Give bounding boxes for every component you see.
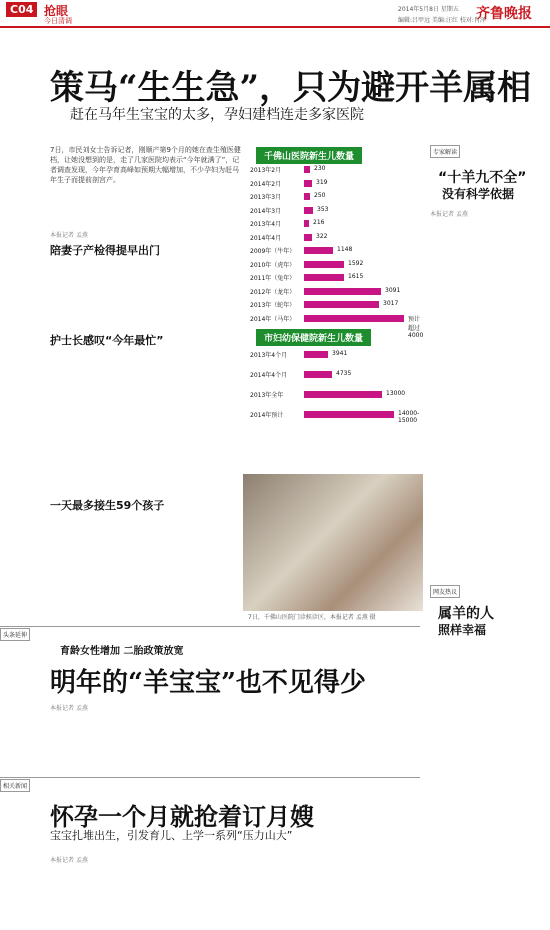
chart-bar (304, 315, 404, 322)
chart-bar (304, 288, 381, 295)
subheadline: 赶在马年生宝宝的太多，孕妇建档连走多家医院 (70, 107, 364, 123)
chart-bar (304, 193, 310, 200)
chart-value-label: 216 (313, 219, 325, 226)
chart-value-label: 322 (316, 232, 328, 240)
chart-category-label: 2012年（龙年） (250, 288, 296, 296)
lead-paragraph: 7日，市民刘女士告诉记者，刚顺产第9个月的她在查生殖医健档，让她没想到的是，走了几家医院均表示“今年就满了”，记者调查发现，今年孕育高峰如预期大幅增加，不少孕妇为赶马年生子而提前剖宫产。 (50, 146, 241, 184)
chart-category-label: 2013年全年 (250, 392, 284, 399)
chart-category-label: 2011年（兔年） (250, 275, 296, 282)
chart-category-label: 2009年（牛年） (250, 248, 296, 255)
section-sub: 今日清调 (44, 17, 72, 25)
article3-reporter: 本报记者 孟燕 (50, 857, 88, 864)
chart-value-label: 230 (314, 165, 326, 172)
chart-value-label: 353 (317, 205, 329, 213)
chart-value-label: 预计超过4000 (408, 315, 424, 339)
chart-category-label: 2013年2月 (250, 167, 282, 174)
right-subtitle: 没有科学依据 (442, 187, 515, 201)
article3-title: 怀孕一个月就抢着订月嫂 (50, 802, 314, 831)
right-subtitle-2: 照样幸福 (438, 623, 487, 637)
divider-2 (0, 777, 420, 778)
chart-bar (304, 391, 382, 398)
right-reporter: 本报记者 孟燕 (430, 211, 468, 218)
chart-bar (304, 261, 344, 268)
headline: 策马“生生急”，只为避开羊属相 (50, 68, 532, 108)
chart-category-label: 2013年3月 (250, 194, 282, 201)
chart-value-label: 14000-15000 (398, 410, 420, 424)
chart-value-label: 1148 (337, 246, 353, 253)
chart-area (248, 145, 424, 427)
chart-bar (304, 234, 312, 241)
chart-bar (304, 220, 309, 227)
chart-bar (304, 166, 310, 173)
divider-1 (0, 626, 420, 627)
photo-caption: 7日，千佛山医院门诊候诊区，本报记者 孟燕 摄 (248, 614, 376, 621)
chart-category-label: 2014年（马年） (250, 315, 296, 323)
chart-bar (304, 247, 333, 254)
article2-reporter: 本报记者 孟燕 (50, 705, 88, 712)
tag-net: 网友热议 (430, 585, 460, 598)
chart-bar (304, 274, 344, 281)
chart1-title: 千佛山医院新生儿数量 (256, 147, 362, 164)
chart-value-label: 1615 (348, 273, 364, 280)
chart2-title: 市妇幼保健院新生儿数量 (256, 329, 371, 346)
chart-value-label: 319 (316, 178, 328, 186)
chart-value-label: 3941 (332, 350, 348, 357)
chart-bar (304, 301, 379, 308)
chart-value-label: 3091 (385, 286, 401, 294)
chart-bar (304, 371, 332, 378)
tag-extension: 头条延伸 (0, 628, 30, 641)
section-code: C04 (6, 2, 37, 17)
article2-title: 明年的“羊宝宝”也不见得少 (50, 668, 366, 698)
chart-value-label: 1592 (348, 259, 364, 267)
chart-value-label: 3017 (383, 300, 399, 307)
chart-category-label: 2010年（虎年） (250, 261, 296, 269)
chart-bar (304, 180, 312, 187)
chart-category-label: 2014年3月 (250, 207, 282, 215)
reporter: 本报记者 孟燕 (50, 232, 88, 239)
section-name: 抢眼 (44, 4, 69, 18)
chart-bar (304, 207, 313, 214)
chart-category-label: 2013年4个月 (250, 352, 288, 359)
chart-bar (304, 351, 328, 358)
section-heading-3: 一天最多接生59个孩子 (50, 499, 165, 512)
tag-related: 相关新闻 (0, 779, 30, 792)
masthead (0, 0, 550, 28)
tag-expert: 专家解读 (430, 145, 460, 158)
section-heading-1: 陪妻子产检得提早出门 (50, 244, 160, 257)
chart-category-label: 2014年2月 (250, 180, 282, 188)
issue-date: 2014年5月8日 星期五 (398, 6, 459, 13)
chart-bar (304, 411, 394, 418)
chart-value-label: 13000 (386, 390, 406, 397)
chart-category-label: 2014年4月 (250, 234, 282, 242)
article2-kicker: 育龄女性增加 二胎政策放宽 (60, 646, 184, 657)
newspaper-logo: 齐鲁晚报 (476, 6, 532, 22)
article3-subtitle: 宝宝扎堆出生，引发育儿、上学一系列“压力山大” (50, 829, 293, 842)
chart-value-label: 4735 (336, 370, 352, 377)
chart-category-label: 2014年预计 (250, 412, 284, 419)
editorial-credit: 编辑:吕甲远 美编:汪红 校对:肖泽 (398, 17, 486, 24)
section-heading-2: 护士长感叹“今年最忙” (50, 334, 164, 347)
chart-category-label: 2013年4月 (250, 221, 282, 228)
chart-category-label: 2014年4个月 (250, 372, 288, 379)
chart-value-label: 250 (314, 192, 326, 199)
clinic-photo (243, 474, 423, 611)
right-title: “十羊九不全” (438, 170, 527, 186)
chart-category-label: 2013年（蛇年） (250, 302, 296, 309)
right-title-2: 属羊的人 (438, 606, 494, 622)
